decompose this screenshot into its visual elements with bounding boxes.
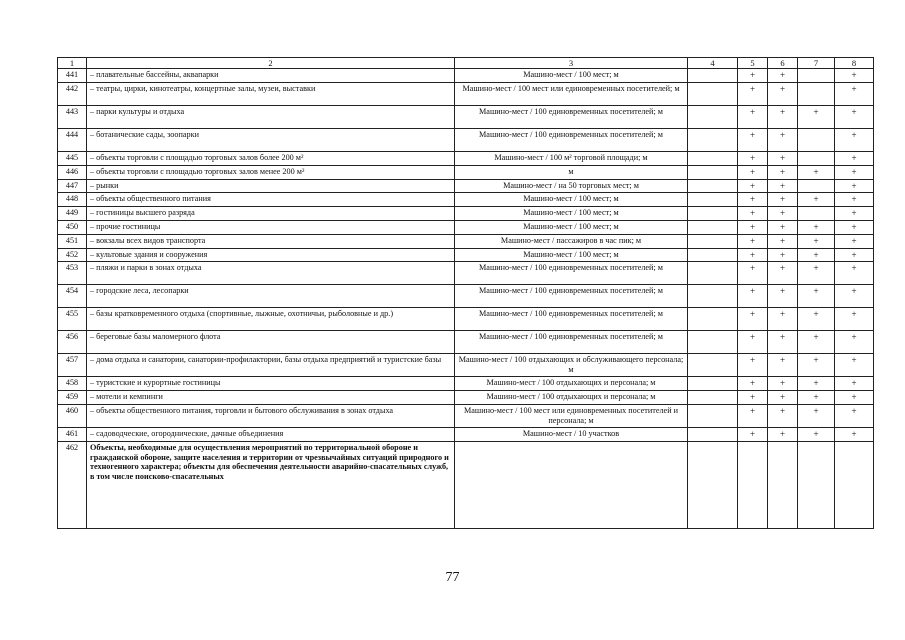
row-col-7: + bbox=[798, 391, 835, 405]
table-row bbox=[58, 69, 874, 83]
row-col-6: + bbox=[768, 69, 798, 83]
row-col-6: + bbox=[768, 165, 798, 179]
row-unit: Машино-мест / 10 участков bbox=[455, 427, 688, 441]
row-number: 446 bbox=[58, 165, 87, 179]
table-row bbox=[58, 234, 874, 248]
row-description: – гостиницы высшего разряда bbox=[87, 207, 455, 221]
row-col-8: + bbox=[835, 151, 874, 165]
row-col-6: + bbox=[768, 248, 798, 262]
row-col-4 bbox=[688, 82, 738, 105]
row-unit: Машино-мест / 100 мест или единовременных посетителей и персонала; м bbox=[455, 404, 688, 427]
row-description: – объекты торговли с площадью торговых залов более 200 м² bbox=[87, 151, 455, 165]
table-row bbox=[58, 391, 874, 405]
row-unit: Машино-мест / 100 мест; м bbox=[455, 248, 688, 262]
row-description: – парки культуры и отдыха bbox=[87, 105, 455, 128]
table-row bbox=[58, 179, 874, 193]
row-col-6: + bbox=[768, 308, 798, 331]
row-col-4 bbox=[688, 377, 738, 391]
row-col-6 bbox=[768, 441, 798, 528]
row-unit: Машино-мест / 100 мест; м bbox=[455, 220, 688, 234]
row-col-4 bbox=[688, 234, 738, 248]
row-col-7 bbox=[798, 441, 835, 528]
header-col-6: 6 bbox=[768, 58, 798, 69]
row-description: – рынки bbox=[87, 179, 455, 193]
row-col-5: + bbox=[738, 82, 768, 105]
header-col-1: 1 bbox=[58, 58, 87, 69]
row-col-8: + bbox=[835, 69, 874, 83]
row-col-8: + bbox=[835, 262, 874, 285]
row-col-6: + bbox=[768, 391, 798, 405]
row-col-7: + bbox=[798, 165, 835, 179]
row-number: 462 bbox=[58, 441, 87, 528]
row-number: 458 bbox=[58, 377, 87, 391]
table-row bbox=[58, 193, 874, 207]
row-number: 456 bbox=[58, 331, 87, 354]
row-col-8: + bbox=[835, 179, 874, 193]
row-col-8: + bbox=[835, 128, 874, 151]
row-col-4 bbox=[688, 151, 738, 165]
row-col-6: + bbox=[768, 262, 798, 285]
row-col-8: + bbox=[835, 207, 874, 221]
table-row bbox=[58, 128, 874, 151]
row-description: – объекты торговли с площадью торговых залов менее 200 м² bbox=[87, 165, 455, 179]
row-col-8: + bbox=[835, 285, 874, 308]
table-row bbox=[58, 285, 874, 308]
table-row bbox=[58, 308, 874, 331]
row-unit: Машино-мест / 100 единовременных посетителей; м bbox=[455, 105, 688, 128]
table-row bbox=[58, 427, 874, 441]
row-number: 450 bbox=[58, 220, 87, 234]
row-col-7: + bbox=[798, 308, 835, 331]
row-unit: Машино-мест / 100 единовременных посетителей; м bbox=[455, 308, 688, 331]
row-col-5: + bbox=[738, 179, 768, 193]
row-col-5: + bbox=[738, 308, 768, 331]
row-col-4 bbox=[688, 441, 738, 528]
row-col-4 bbox=[688, 404, 738, 427]
row-col-8: + bbox=[835, 165, 874, 179]
row-description: – базы кратковременного отдыха (спортивные, лыжные, охотничьи, рыболовные и др.) bbox=[87, 308, 455, 331]
row-col-8: + bbox=[835, 427, 874, 441]
table-row bbox=[58, 262, 874, 285]
row-description: Объекты, необходимые для осуществления мероприятий по территориальной обороне и гражданской обороне, защите населения и территории от чрезвычайных ситуаций природного и техногенного характера; объекты для обеспечения деятельности аварийно-спасательных служб, в том числе поисково-спасательных bbox=[87, 441, 455, 528]
row-unit: Машино-мест / 100 единовременных посетителей; м bbox=[455, 285, 688, 308]
table-row bbox=[58, 82, 874, 105]
table-row bbox=[58, 331, 874, 354]
row-col-7: + bbox=[798, 354, 835, 377]
table-row bbox=[58, 377, 874, 391]
row-number: 444 bbox=[58, 128, 87, 151]
row-col-8: + bbox=[835, 105, 874, 128]
row-number: 445 bbox=[58, 151, 87, 165]
row-number: 461 bbox=[58, 427, 87, 441]
row-description: – городские леса, лесопарки bbox=[87, 285, 455, 308]
row-col-7 bbox=[798, 151, 835, 165]
row-col-7 bbox=[798, 128, 835, 151]
row-col-7: + bbox=[798, 404, 835, 427]
row-col-6: + bbox=[768, 207, 798, 221]
row-col-7: + bbox=[798, 105, 835, 128]
row-col-4 bbox=[688, 354, 738, 377]
header-col-3: 3 bbox=[455, 58, 688, 69]
row-number: 448 bbox=[58, 193, 87, 207]
row-unit: Машино-мест / 100 отдыхающих и персонала; м bbox=[455, 391, 688, 405]
row-number: 441 bbox=[58, 69, 87, 83]
row-col-4 bbox=[688, 262, 738, 285]
row-col-7: + bbox=[798, 377, 835, 391]
row-unit: Машино-мест / 100 единовременных посетителей; м bbox=[455, 262, 688, 285]
row-col-8: + bbox=[835, 220, 874, 234]
row-col-5: + bbox=[738, 377, 768, 391]
row-col-7: + bbox=[798, 220, 835, 234]
row-col-4 bbox=[688, 105, 738, 128]
row-number: 449 bbox=[58, 207, 87, 221]
row-col-6: + bbox=[768, 377, 798, 391]
row-col-7: + bbox=[798, 193, 835, 207]
row-col-5: + bbox=[738, 151, 768, 165]
row-col-5: + bbox=[738, 404, 768, 427]
row-number: 442 bbox=[58, 82, 87, 105]
row-unit bbox=[455, 441, 688, 528]
header-col-2: 2 bbox=[87, 58, 455, 69]
row-unit: Машино-мест / 100 мест; м bbox=[455, 193, 688, 207]
row-description: – пляжи и парки в зонах отдыха bbox=[87, 262, 455, 285]
row-number: 451 bbox=[58, 234, 87, 248]
row-col-6: + bbox=[768, 427, 798, 441]
row-description: – прочие гостиницы bbox=[87, 220, 455, 234]
row-col-7: + bbox=[798, 285, 835, 308]
row-col-8: + bbox=[835, 354, 874, 377]
row-description: – мотели и кемпинги bbox=[87, 391, 455, 405]
row-col-7: + bbox=[798, 427, 835, 441]
row-col-5: + bbox=[738, 165, 768, 179]
header-col-4: 4 bbox=[688, 58, 738, 69]
row-col-7: + bbox=[798, 262, 835, 285]
row-col-4 bbox=[688, 165, 738, 179]
row-description: – вокзалы всех видов транспорта bbox=[87, 234, 455, 248]
row-col-5: + bbox=[738, 354, 768, 377]
row-col-6: + bbox=[768, 151, 798, 165]
row-col-5: + bbox=[738, 285, 768, 308]
row-unit: Машино-мест / пассажиров в час пик; м bbox=[455, 234, 688, 248]
row-col-7 bbox=[798, 179, 835, 193]
row-unit: Машино-мест / 100 отдыхающих и персонала; м bbox=[455, 377, 688, 391]
row-col-6: + bbox=[768, 179, 798, 193]
page-number: 77 bbox=[445, 570, 460, 585]
row-description: – театры, цирки, кинотеатры, концертные залы, музеи, выставки bbox=[87, 82, 455, 105]
row-number: 453 bbox=[58, 262, 87, 285]
row-col-6: + bbox=[768, 128, 798, 151]
row-unit: Машино-мест / на 50 торговых мест; м bbox=[455, 179, 688, 193]
row-col-7 bbox=[798, 207, 835, 221]
row-unit: Машино-мест / 100 мест или единовременных посетителей; м bbox=[455, 82, 688, 105]
row-unit: Машино-мест / 100 мест; м bbox=[455, 69, 688, 83]
row-number: 457 bbox=[58, 354, 87, 377]
table-row bbox=[58, 105, 874, 128]
row-col-4 bbox=[688, 248, 738, 262]
row-col-8: + bbox=[835, 193, 874, 207]
row-col-5 bbox=[738, 441, 768, 528]
row-col-6: + bbox=[768, 285, 798, 308]
row-description: – объекты общественного питания, торговли и бытового обслуживания в зонах отдыха bbox=[87, 404, 455, 427]
row-col-5: + bbox=[738, 128, 768, 151]
row-unit: Машино-мест / 100 м² торговой площади; м bbox=[455, 151, 688, 165]
row-description: – береговые базы маломерного флота bbox=[87, 331, 455, 354]
row-number: 454 bbox=[58, 285, 87, 308]
row-col-6: + bbox=[768, 234, 798, 248]
row-col-4 bbox=[688, 193, 738, 207]
row-col-7: + bbox=[798, 248, 835, 262]
row-col-6: + bbox=[768, 331, 798, 354]
row-col-8: + bbox=[835, 377, 874, 391]
row-col-7: + bbox=[798, 331, 835, 354]
row-col-8: + bbox=[835, 82, 874, 105]
row-col-5: + bbox=[738, 262, 768, 285]
row-col-5: + bbox=[738, 207, 768, 221]
row-number: 455 bbox=[58, 308, 87, 331]
row-description: – туристские и курортные гостиницы bbox=[87, 377, 455, 391]
row-col-4 bbox=[688, 331, 738, 354]
row-col-4 bbox=[688, 285, 738, 308]
table-row bbox=[58, 220, 874, 234]
row-col-4 bbox=[688, 207, 738, 221]
row-col-5: + bbox=[738, 331, 768, 354]
row-col-5: + bbox=[738, 391, 768, 405]
row-unit: Машино-мест / 100 единовременных посетителей; м bbox=[455, 331, 688, 354]
row-col-4 bbox=[688, 308, 738, 331]
row-col-7: + bbox=[798, 234, 835, 248]
table-row bbox=[58, 404, 874, 427]
row-col-5: + bbox=[738, 234, 768, 248]
row-col-7 bbox=[798, 82, 835, 105]
row-col-8: + bbox=[835, 331, 874, 354]
table-row bbox=[58, 151, 874, 165]
row-description: – объекты общественного питания bbox=[87, 193, 455, 207]
row-description: – садоводческие, огороднические, дачные объединения bbox=[87, 427, 455, 441]
row-description: – плавательные бассейны, аквапарки bbox=[87, 69, 455, 83]
row-unit: м bbox=[455, 165, 688, 179]
row-description: – ботанические сады, зоопарки bbox=[87, 128, 455, 151]
row-description: – дома отдыха и санатории, санатории-профилактории, базы отдыха предприятий и туристские базы bbox=[87, 354, 455, 377]
row-unit: Машино-мест / 100 мест; м bbox=[455, 207, 688, 221]
table-row bbox=[58, 441, 874, 528]
row-number: 443 bbox=[58, 105, 87, 128]
row-col-4 bbox=[688, 69, 738, 83]
row-number: 460 bbox=[58, 404, 87, 427]
row-col-6: + bbox=[768, 193, 798, 207]
row-col-6: + bbox=[768, 82, 798, 105]
row-col-8: + bbox=[835, 308, 874, 331]
row-col-6: + bbox=[768, 404, 798, 427]
row-col-8 bbox=[835, 441, 874, 528]
row-col-6: + bbox=[768, 220, 798, 234]
row-col-6: + bbox=[768, 105, 798, 128]
requirements-table bbox=[57, 57, 874, 529]
row-number: 452 bbox=[58, 248, 87, 262]
row-col-5: + bbox=[738, 193, 768, 207]
row-col-5: + bbox=[738, 220, 768, 234]
row-col-6: + bbox=[768, 354, 798, 377]
table-header-row bbox=[58, 58, 874, 69]
row-col-5: + bbox=[738, 69, 768, 83]
row-number: 459 bbox=[58, 391, 87, 405]
table-row bbox=[58, 165, 874, 179]
header-col-7: 7 bbox=[798, 58, 835, 69]
row-col-5: + bbox=[738, 248, 768, 262]
table-row bbox=[58, 354, 874, 377]
row-unit: Машино-мест / 100 единовременных посетителей; м bbox=[455, 128, 688, 151]
row-number: 447 bbox=[58, 179, 87, 193]
row-description: – культовые здания и сооружения bbox=[87, 248, 455, 262]
row-col-5: + bbox=[738, 427, 768, 441]
header-col-5: 5 bbox=[738, 58, 768, 69]
header-col-8: 8 bbox=[835, 58, 874, 69]
row-col-4 bbox=[688, 220, 738, 234]
row-col-8: + bbox=[835, 404, 874, 427]
row-col-4 bbox=[688, 128, 738, 151]
row-unit: Машино-мест / 100 отдыхающих и обслуживающего персонала; м bbox=[455, 354, 688, 377]
row-col-8: + bbox=[835, 248, 874, 262]
table-row bbox=[58, 248, 874, 262]
row-col-5: + bbox=[738, 105, 768, 128]
row-col-4 bbox=[688, 179, 738, 193]
table-row bbox=[58, 207, 874, 221]
row-col-4 bbox=[688, 427, 738, 441]
row-col-8: + bbox=[835, 234, 874, 248]
row-col-8: + bbox=[835, 391, 874, 405]
row-col-4 bbox=[688, 391, 738, 405]
row-col-7 bbox=[798, 69, 835, 83]
